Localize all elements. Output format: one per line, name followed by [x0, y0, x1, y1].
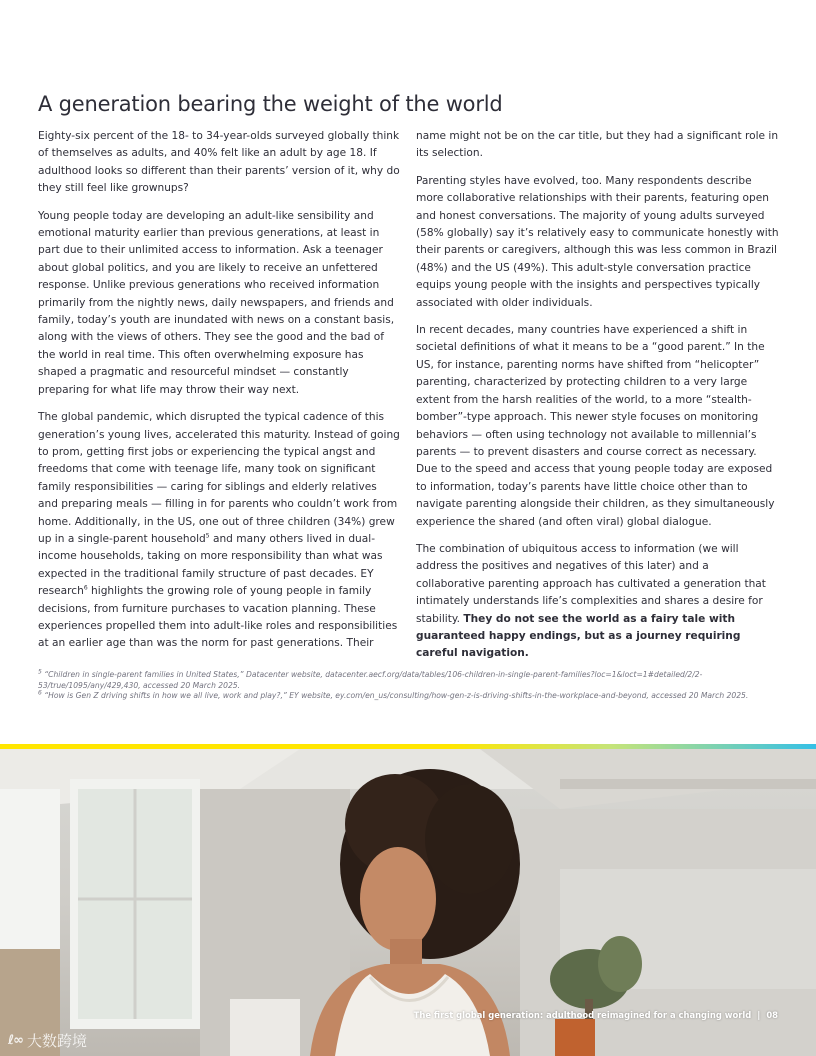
emphasis-text: They do not see the world as a fairy tale with guaranteed happy endings, but as a journey requiring careful navigation.: [416, 612, 741, 660]
paragraph-text: The combination of ubiquitous access to information (we will address the positives and negatives of this later) and a collaborative parenting approach has cultivated a generation that intimately understands life’s complexities and shares a desire for stability.: [416, 542, 766, 625]
page-number: 08: [766, 1010, 778, 1020]
footer-separator: |: [757, 1010, 761, 1020]
footnote-ref-6[interactable]: 6: [83, 584, 88, 592]
footnote-text: “How is Gen Z driving shifts in how we all live, work and play?,” EY website, ey.com/en_us/consulting/how-gen-z-is-driving-shifts-in-the-workplace-and-beyond, accessed 20 March 2025.: [41, 691, 749, 701]
footnotes: [38, 670, 778, 702]
right-column: [416, 128, 780, 673]
footnote-number: 6: [38, 689, 42, 697]
watermark-text: 大数跨境: [26, 1032, 87, 1050]
paragraph: In recent decades, many countries have experienced a shift in societal definitions of what it means to be a “good parent.” In the US, for instance, parenting norms have shifted from “helicopter” parenting, characterized by protecting children to a very large extent from the harsh realities of the world, to a more “stealth-bomber”-type approach. This newer style focuses on monitoring behaviors — often using technology not available to millennial’s parents — to prevent disasters and course correct as necessary. Due to the speed and access that young people today are exposed to information, today’s parents have little choice other than to navigate parenting alongside their children, as they simultaneously experience the shared (and often viral) global dialogue.: [416, 324, 775, 528]
left-column: [38, 128, 400, 663]
watermark-logo-icon: ℓ∞: [8, 1033, 23, 1048]
paragraph: name might not be on the car title, but they had a significant role in its selection.: [416, 130, 779, 160]
page-title: A generation bearing the weight of the world: [38, 92, 503, 116]
footnote-5: [38, 670, 778, 691]
footnote-number: 5: [38, 668, 42, 676]
publication-title: The first global generation: adulthood reimagined for a changing world: [413, 1010, 752, 1020]
footnote-ref-5[interactable]: 5: [205, 532, 210, 540]
watermark: [8, 1030, 87, 1051]
paragraph: [38, 409, 400, 653]
paragraph: Eighty-six percent of the 18- to 34-year-olds surveyed globally think of themselves as adults, and 40% felt like an adult by age 18. If adulthood looks so different than their parents’ version of it, why do they still feel like grownups?: [38, 130, 400, 195]
footnote-text: “Children in single-parent families in United States,” Datacenter website, datacenter.aecf.org/data/tables/106-children-in-single-parent-families?loc=1&loct=1#detailed/2/2-53/true/1095/any/429,430, accessed 20 March 2025.: [38, 670, 703, 690]
paragraph: Parenting styles have evolved, too. Many respondents describe more collaborative relationships with their parents, featuring open and honest conversations. The majority of young adults surveyed (58% globally) say it’s relatively easy to communicate honestly with their parents or caregivers, although this was less common in Brazil (48%) and the US (49%). This adult-style conversation practice equips young people with the insights and perspectives typically associated with older individuals.: [416, 174, 779, 309]
paragraph-text: highlights the growing role of young people in family decisions, from furniture purchases to vacation planning. These experiences propelled them into adult-like roles and responsibilities at an earlier age than was the norm for past generations. Their: [38, 585, 398, 650]
footnote-6: [38, 691, 778, 702]
paragraph: [416, 541, 780, 663]
paragraph-text: The global pandemic, which disrupted the typical cadence of this generation’s young lives, accelerated this maturity. Instead of going to prom, getting first jobs or experiencing the typical angst and freedoms that come with teenage life, many took on significant family responsibilities — caring for siblings and elderly relatives and preparing meals — filling in for parents who couldn’t work from home. Additionally, in the US, one out of three children (34%) grew up in a single-parent household: [38, 411, 400, 545]
page-footer: [414, 1010, 778, 1020]
paragraph-text: and many others lived in dual-income households, taking on more responsibility than what was expected in the traditional family structure of past decades. EY research: [38, 532, 383, 598]
paragraph: Young people today are developing an adult-like sensibility and emotional maturity earlier than previous generations, at least in part due to their unlimited access to information. Ask a teenager about global politics, and you are likely to receive an unfettered response. Unlike previous generations who received information primarily from the nightly news, daily newspapers, and friends and family, today’s youth are inundated with news on a constant basis, along with the views of others. They see the good and the bad of the world in real time. This often overwhelming exposure has shaped a pragmatic and resourceful mindset — constantly preparing for what life may throw their way next.: [38, 209, 395, 396]
